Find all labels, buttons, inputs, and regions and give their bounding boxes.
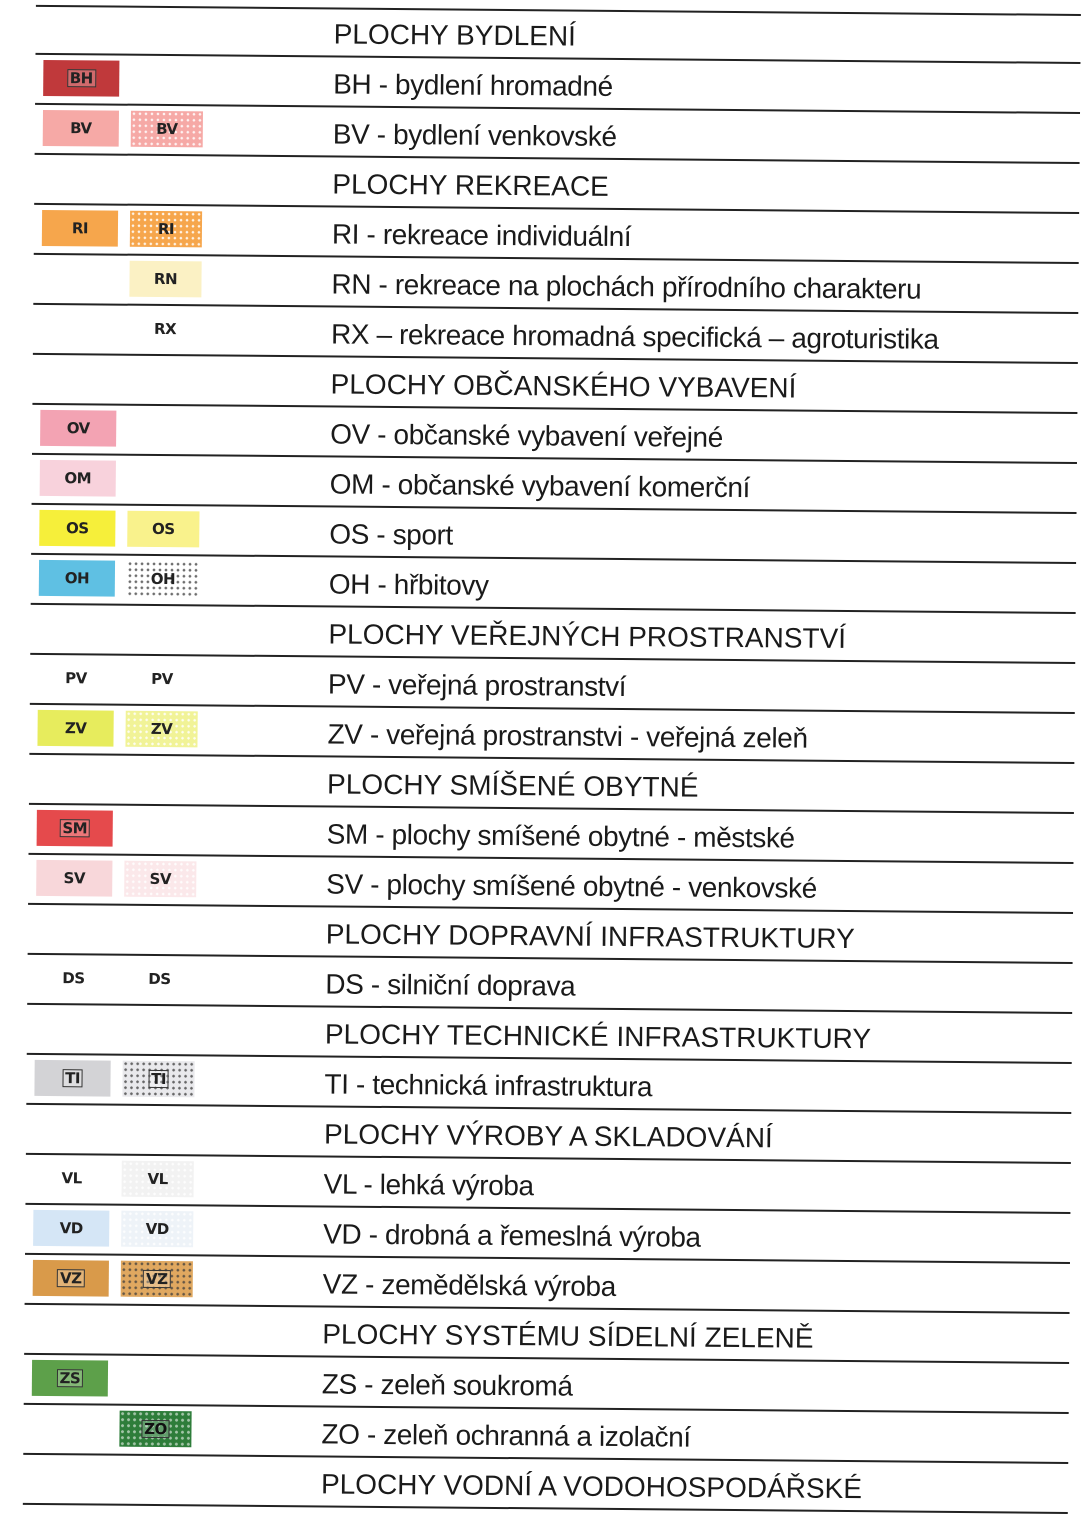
- legend-label: RX – rekreace hromadná specifická – agroturistika: [330, 318, 939, 355]
- swatch-code: RX: [153, 319, 177, 339]
- section-heading: PLOCHY SYSTÉMU SÍDELNÍ ZELENĚ: [322, 1318, 814, 1354]
- section-heading-row: [32, 355, 1077, 414]
- legend-row-zs: [24, 1355, 1069, 1414]
- swatch-code: VZ: [143, 1270, 171, 1288]
- swatch-code: SV: [63, 869, 86, 888]
- swatch-code: OV: [66, 419, 90, 438]
- legend-row-bv: [35, 105, 1080, 164]
- legend-row-sm: [29, 805, 1074, 864]
- section-heading: PLOCHY DOPRAVNÍ INFRASTRUKTURY: [325, 918, 855, 955]
- legend-swatch: [126, 661, 198, 698]
- swatch-code: VL: [61, 1169, 82, 1188]
- section-heading: PLOCHY VEŘEJNÝCH PROSTRANSTVÍ: [328, 618, 847, 654]
- legend-swatch: [130, 211, 202, 248]
- section-heading: PLOCHY VÝROBY A SKLADOVÁNÍ: [323, 1118, 773, 1154]
- legend-label: TI - technická infrastruktura: [324, 1068, 653, 1103]
- swatch-code: ZS: [57, 1369, 84, 1387]
- legend-swatch: [34, 1160, 110, 1197]
- legend-swatch: [121, 1261, 193, 1298]
- legend-label: ZV - veřejná prostranstvi - veřejná zeleň: [327, 718, 808, 754]
- swatch-code: TI: [148, 1070, 169, 1088]
- legend-row-rx: [33, 305, 1078, 364]
- legend-swatch: [40, 460, 116, 497]
- legend-row-vl: [25, 1155, 1070, 1214]
- swatch-code: TI: [62, 1069, 83, 1087]
- legend-label: ZO - zeleň ochranná a izolační: [321, 1418, 691, 1453]
- swatch-code: OS: [151, 519, 175, 539]
- legend-swatch: [123, 961, 195, 998]
- legend-swatch: [40, 410, 116, 447]
- legend-row-ov: [32, 405, 1077, 464]
- legend-row-om: [32, 455, 1077, 514]
- legend-row-ri: [34, 205, 1079, 264]
- legend-label: RN - rekreace na plochách přírodního charakteru: [331, 268, 922, 305]
- legend-swatch: [129, 261, 201, 298]
- legend-swatch: [32, 1360, 108, 1397]
- swatch-code: VL: [147, 1169, 168, 1189]
- swatch-code: ZV: [150, 719, 173, 739]
- legend-swatch: [33, 1260, 109, 1297]
- legend-swatch: [119, 1411, 191, 1448]
- section-heading-row: [27, 1005, 1072, 1064]
- swatch-code: VZ: [57, 1269, 85, 1287]
- legend-label: VD - drobná a řemeslná výroba: [323, 1218, 701, 1253]
- legend-swatch: [43, 60, 119, 97]
- swatch-code: DS: [148, 969, 171, 989]
- swatch-code: SM: [59, 819, 90, 837]
- legend-swatch: [35, 960, 111, 997]
- swatch-code: OS: [65, 519, 89, 538]
- legend-row-rn: [33, 255, 1078, 314]
- swatch-code: RI: [157, 219, 175, 239]
- section-heading-row: [24, 1305, 1069, 1364]
- section-heading: PLOCHY REKREACE: [332, 168, 609, 202]
- section-heading: PLOCHY TECHNICKÉ INFRASTRUKTURY: [324, 1018, 872, 1055]
- legend-swatch: [33, 1210, 109, 1247]
- swatch-code: RI: [71, 219, 89, 238]
- swatch-code: PV: [151, 669, 173, 689]
- legend-label: RI - rekreace individuální: [331, 218, 632, 253]
- swatch-code: VD: [59, 1219, 83, 1238]
- legend-label: OH - hřbitovy: [328, 568, 489, 601]
- legend-swatch: [39, 560, 115, 597]
- section-heading-row: [35, 5, 1080, 64]
- legend-swatch: [124, 861, 196, 898]
- section-heading-row: [34, 155, 1079, 214]
- legend-swatch: [129, 311, 201, 348]
- swatch-code: ZO: [141, 1420, 170, 1438]
- legend-swatch: [42, 210, 118, 247]
- swatch-code: BH: [67, 69, 96, 87]
- legend-swatch: [122, 1161, 194, 1198]
- swatch-code: PV: [65, 669, 87, 688]
- section-heading-row: [28, 905, 1073, 964]
- legend-swatch: [36, 860, 112, 897]
- legend-label: DS - silniční doprava: [325, 968, 576, 1002]
- swatch-code: OH: [150, 569, 176, 589]
- legend-swatch: [127, 511, 199, 548]
- section-heading-row: [23, 1455, 1068, 1514]
- swatch-code: RN: [153, 269, 178, 289]
- legend-swatch: [37, 810, 113, 847]
- swatch-code: DS: [62, 969, 85, 988]
- legend-label: VZ - zemědělská výroba: [322, 1268, 616, 1302]
- legend-row-pv: [30, 655, 1075, 714]
- legend-label: OS - sport: [329, 518, 454, 551]
- legend-row-vz: [25, 1255, 1070, 1314]
- legend-label: VL - lehká výroba: [323, 1168, 534, 1202]
- legend-row-zv: [29, 705, 1074, 764]
- legend-label: BV - bydlení venkovské: [332, 118, 617, 152]
- legend-swatch: [131, 111, 203, 148]
- legend-row-bh: [35, 55, 1080, 114]
- legend-row-zo: [23, 1405, 1068, 1464]
- legend-label: PV - veřejná prostranství: [327, 668, 627, 703]
- swatch-code: SV: [149, 869, 172, 889]
- swatch-code: BV: [156, 119, 178, 139]
- swatch-code: BV: [70, 119, 92, 138]
- section-heading: PLOCHY OBČANSKÉHO VYBAVENÍ: [330, 368, 797, 404]
- section-heading: PLOCHY SMÍŠENÉ OBYTNÉ: [326, 768, 699, 803]
- legend-row-ti: [26, 1055, 1071, 1114]
- swatch-code: ZV: [64, 719, 87, 738]
- swatch-code: VD: [145, 1219, 169, 1239]
- legend-swatch: [43, 110, 119, 147]
- section-heading-row: [26, 1105, 1071, 1164]
- section-heading: PLOCHY VODNÍ A VODOHOSPODÁŘSKÉ: [320, 1468, 863, 1505]
- section-heading-row: [29, 755, 1074, 814]
- legend-swatch: [38, 660, 114, 697]
- legend-swatch: [37, 710, 113, 747]
- legend-label: OM - občanské vybavení komerční: [329, 468, 751, 504]
- legend-swatch: [39, 510, 115, 547]
- legend-swatch: [122, 1061, 194, 1098]
- legend-row-ds: [27, 955, 1072, 1014]
- legend-swatch: [127, 561, 199, 598]
- legend-row-sv: [28, 855, 1073, 914]
- swatch-code: OH: [64, 569, 90, 588]
- legend-row-vd: [25, 1205, 1070, 1264]
- legend-label: SM - plochy smíšené obytné - městské: [326, 818, 795, 854]
- legend-swatch: [34, 1060, 110, 1097]
- legend-label: SV - plochy smíšené obytné - venkovské: [326, 868, 817, 904]
- section-heading: PLOCHY BYDLENÍ: [333, 18, 577, 52]
- legend-row-oh: [31, 555, 1076, 614]
- legend-label: ZS - zeleň soukromá: [321, 1368, 573, 1402]
- swatch-code: OM: [64, 469, 92, 488]
- legend-swatch: [125, 711, 197, 748]
- legend-swatch: [121, 1211, 193, 1248]
- legend-label: OV - občanské vybavení veřejné: [330, 418, 723, 453]
- legend-label: BH - bydlení hromadné: [333, 68, 613, 102]
- legend-row-os: [31, 505, 1076, 564]
- section-heading-row: [30, 605, 1075, 664]
